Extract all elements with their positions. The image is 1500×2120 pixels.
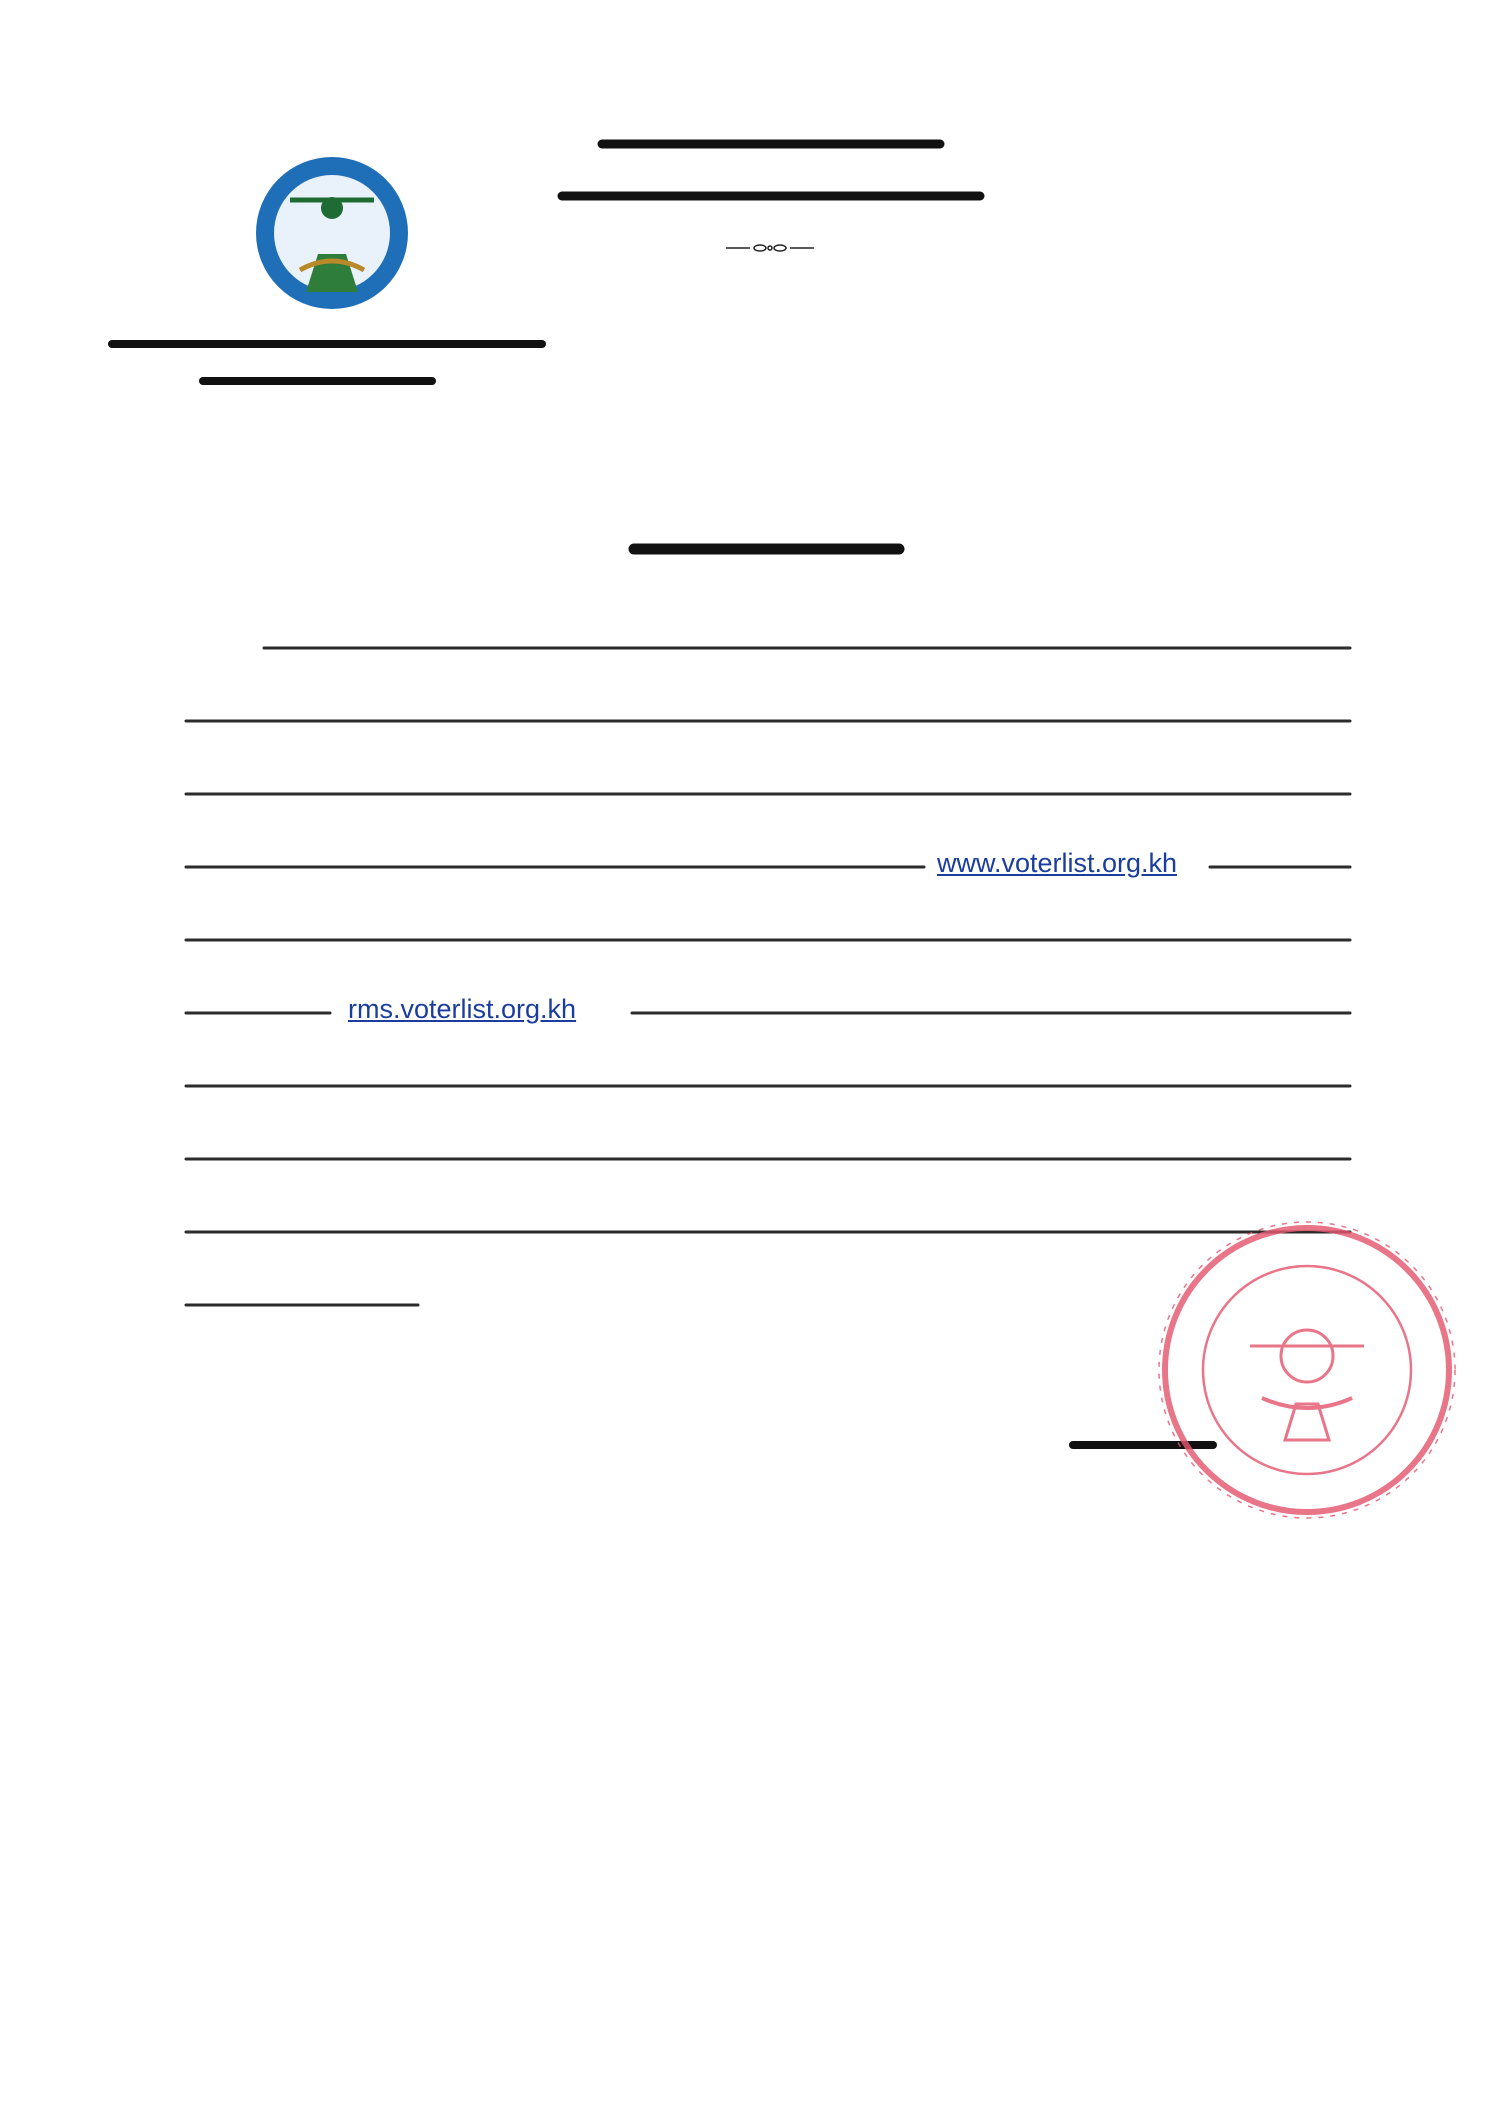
nec-emblem bbox=[256, 157, 408, 309]
motto-lines bbox=[562, 144, 980, 196]
official-stamp bbox=[1159, 1222, 1455, 1518]
voterlist-link[interactable]: www.voterlist.org.kh bbox=[937, 848, 1178, 878]
results-link[interactable]: rms.voterlist.org.kh bbox=[348, 994, 577, 1024]
ornament-divider bbox=[726, 245, 814, 251]
committee-lines bbox=[112, 344, 542, 381]
body-lines bbox=[186, 648, 1350, 1305]
